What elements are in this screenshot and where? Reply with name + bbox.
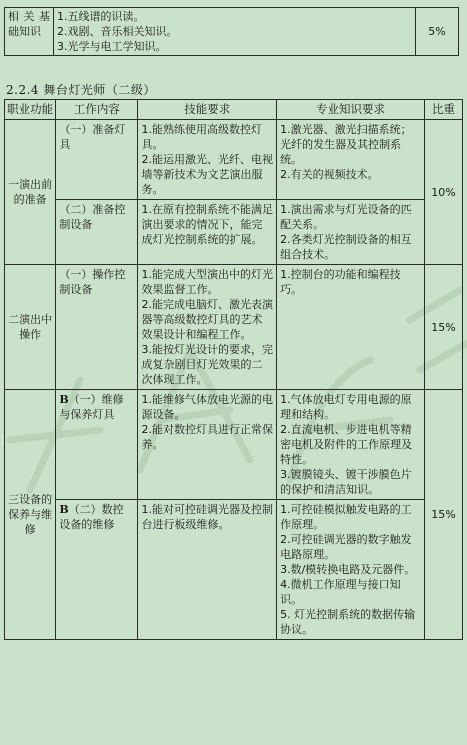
skill-item: 1.能熟练使用高级数控灯具。 bbox=[141, 123, 262, 151]
header-row bbox=[5, 100, 463, 120]
weight-cell: 15% bbox=[424, 390, 462, 640]
skill-cell bbox=[138, 265, 277, 390]
work-content bbox=[56, 500, 138, 640]
work-content bbox=[56, 390, 138, 500]
function-name: 三设备的保养与维修 bbox=[5, 390, 56, 640]
knowledge-cell bbox=[277, 390, 425, 500]
work-content: （二）准备控制设备 bbox=[56, 200, 138, 265]
skill-item: 2.能运用激光、光纤、电视墙等新技术为文艺演出服务。 bbox=[141, 153, 273, 196]
knowledge-item: 1.控制台的功能和编程技巧。 bbox=[280, 268, 401, 296]
knowledge-item: 1.演出需求与灯光设备的匹配关系。 bbox=[280, 203, 412, 231]
knowledge-item: 3.数/模转换电路及元器件。 bbox=[280, 563, 416, 576]
function-name: 一演出前的准备 bbox=[5, 120, 56, 265]
header-function: 职业功能 bbox=[5, 100, 56, 120]
skill-item: 1.能完成大型演出中的灯光效果监督工作。 bbox=[141, 268, 273, 296]
section-title: 2.2.4 舞台灯光师（二级） bbox=[6, 83, 156, 97]
skill-cell bbox=[138, 120, 277, 200]
work-content: （一）操作控制设备 bbox=[56, 265, 138, 390]
knowledge-cell bbox=[277, 500, 425, 640]
header-knowledge: 专业知识要求 bbox=[277, 100, 425, 120]
basic-knowledge-list bbox=[54, 8, 416, 56]
knowledge-item: 5. 灯光控制系统的数据传输协议。 bbox=[280, 608, 416, 636]
table-row bbox=[5, 390, 463, 500]
knowledge-item: 2.有关的视频技术。 bbox=[280, 168, 379, 181]
basic-knowledge-item: 1.五线谱的识读。 bbox=[57, 10, 145, 23]
table-row bbox=[5, 265, 463, 390]
knowledge-cell bbox=[277, 200, 425, 265]
function-name: 二演出中操作 bbox=[5, 265, 56, 390]
knowledge-item: 4.微机工作原理与接口知识。 bbox=[280, 578, 401, 606]
knowledge-item: 1.气体放电灯专用电源的原理和结构。 bbox=[280, 393, 412, 421]
weight-cell: 10% bbox=[424, 120, 462, 265]
basic-knowledge-percent: 5% bbox=[416, 8, 459, 56]
header-skills: 技能要求 bbox=[138, 100, 277, 120]
skill-item: 3.能按灯光设计的要求，完成复杂剧目灯光效果的二次体现工作。 bbox=[141, 343, 273, 386]
work-content-text: （一）维修与保养灯具 bbox=[59, 393, 124, 421]
skill-item: 1.能维修气体放电光源的电源设备。 bbox=[141, 393, 273, 421]
bold-marker-icon: B bbox=[59, 393, 69, 406]
header-weight: 比重 bbox=[424, 100, 462, 120]
skills-table bbox=[4, 99, 463, 640]
page-bottom-strip bbox=[0, 738, 467, 745]
skill-item: 1.在原有控制系统不能满足演出要求的情况下，能完成灯光控制系统的扩展。 bbox=[141, 203, 273, 246]
skill-cell bbox=[138, 500, 277, 640]
weight-cell: 15% bbox=[424, 265, 462, 390]
knowledge-item: 2.各类灯光控制设备的相互组合技术。 bbox=[280, 233, 412, 261]
skill-item: 2.能对数控灯具进行正常保养。 bbox=[141, 423, 273, 451]
basic-knowledge-item: 3.光学与电工学知识。 bbox=[57, 40, 167, 53]
work-content-text: （二）数控设备的维修 bbox=[59, 503, 124, 531]
page-top-strip bbox=[0, 0, 467, 6]
bold-marker-icon: B bbox=[59, 503, 69, 516]
table-row bbox=[5, 500, 463, 640]
knowledge-cell bbox=[277, 265, 425, 390]
basic-knowledge-table bbox=[4, 7, 459, 56]
knowledge-item: 1.可控硅模拟触发电路的工作原理。 bbox=[280, 503, 412, 531]
knowledge-item: 3.镀膜镜头、镀干涉膜色片的保护和清洁知识。 bbox=[280, 468, 412, 496]
skill-cell bbox=[138, 390, 277, 500]
basic-knowledge-item: 2.戏剧、音乐相关知识。 bbox=[57, 25, 178, 38]
work-content: （一）准备灯具 bbox=[56, 120, 138, 200]
knowledge-item: 2.可控硅调光器的数字触发电路原理。 bbox=[280, 533, 412, 561]
knowledge-cell bbox=[277, 120, 425, 200]
skill-item: 1.能对可控硅调光器及控制台进行板级维修。 bbox=[141, 503, 273, 531]
basic-knowledge-label: 相关基础知识 bbox=[5, 8, 54, 56]
knowledge-item: 1.激光器、激光扫描系统；光纤的发生器及其控制系统。 bbox=[280, 123, 412, 166]
table-row bbox=[5, 120, 463, 200]
header-content: 工作内容 bbox=[56, 100, 138, 120]
skill-item: 2.能完成电脑灯、激光表演器等高级数控灯具的艺术效果设计和编程工作。 bbox=[141, 298, 273, 341]
skill-cell bbox=[138, 200, 277, 265]
knowledge-item: 2.直流电机、步进电机等精密电机及附件的工作原理及特性。 bbox=[280, 423, 413, 466]
table-row bbox=[5, 200, 463, 265]
